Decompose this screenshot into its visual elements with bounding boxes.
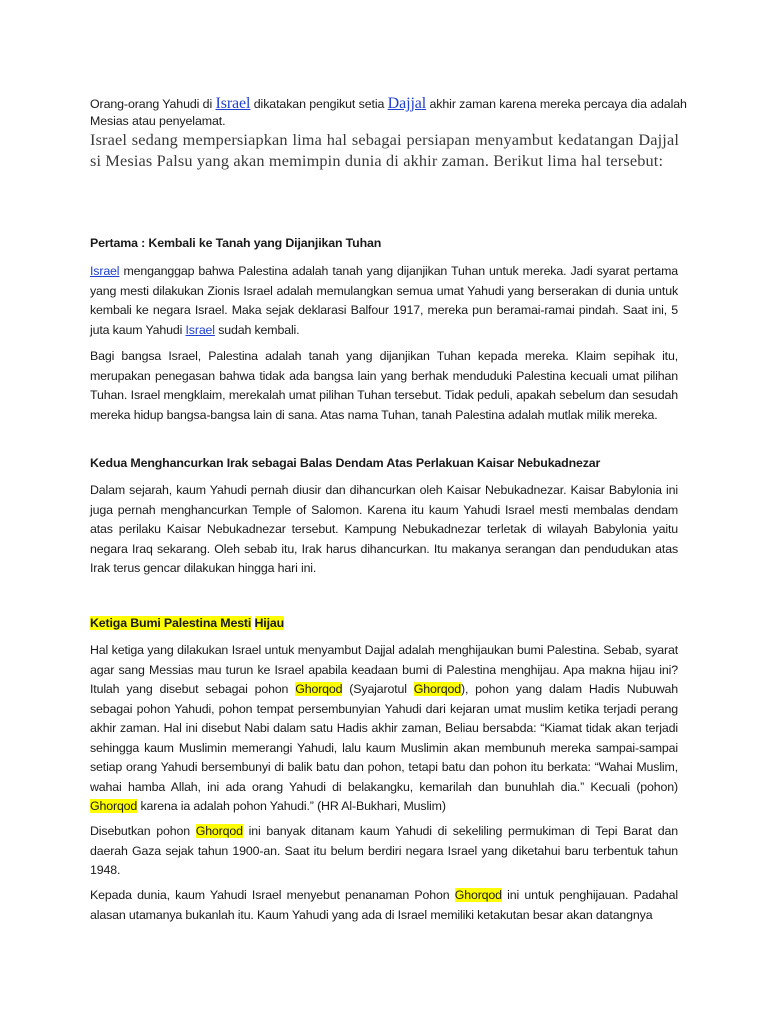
- section-1-p1-text-2: sudah kembali.: [214, 322, 300, 337]
- section-1-link-israel-1[interactable]: Israel: [90, 264, 120, 278]
- intro-text-1: Orang-orang Yahudi di: [90, 97, 216, 111]
- intro-paragraph: [90, 95, 690, 130]
- section-3-p2-text-1: Disebutkan pohon: [90, 824, 196, 838]
- section-2-heading: Kedua Menghancurkan Irak sebagai Balas Dendam Atas Perlakuan Kaisar Nebukadnezar: [90, 456, 601, 470]
- section-3-heading-wrap: [90, 616, 678, 630]
- section-1-paragraph-2: [90, 347, 678, 425]
- section-3-heading-space: [251, 616, 254, 630]
- section-3-p1-text-4: karena ia adalah pohon Yahudi.” (HR Al-Bukhari, Muslim): [137, 799, 446, 813]
- section-3-p3-text-2: ini untuk penghijauan. Padahal alasan utamanya bukanlah itu. Kaum Yahudi yang ada di Israel memiliki ketakutan besar akan datangnya: [90, 888, 678, 922]
- section-3-p2-highlight-1: Ghorqod: [195, 824, 243, 838]
- section-3-p1-highlight-3: Ghorqod: [90, 799, 138, 813]
- intro-text-2: dikatakan pengikut setia: [250, 97, 388, 111]
- section-3-p1-highlight-2: Ghorqod: [413, 682, 461, 696]
- section-3-heading-part-b: Hijau: [254, 616, 285, 630]
- section-3-p3-highlight-1: Ghorqod: [454, 888, 502, 902]
- section-3-p1-text-2: (Syajarotul: [342, 682, 414, 696]
- section-1-heading-wrap: [90, 236, 678, 250]
- section-3-p3-text-1: Kepada dunia, kaum Yahudi Israel menyebut penanaman Pohon: [90, 888, 455, 902]
- lead-paragraph: Israel sedang mempersiapkan lima hal sebagai persiapan menyambut kedatangan Dajjal si Mesias Palsu yang akan memimpin dunia di akhir zaman. Berikut lima hal tersebut:: [90, 130, 679, 170]
- section-3-heading-part-a: Ketiga Bumi Palestina Mesti: [90, 616, 252, 630]
- section-2-paragraph-1: [90, 481, 678, 579]
- section-1-p1-text-1: menganggap bahwa Palestina adalah tanah yang dijanjikan Tuhan untuk mereka. Jadi syarat pertama yang mesti dilakukan Zionis Israel adalah memulangkan semua umat Yahudi yang berserakan di dunia untuk kembali ke negara Israel. Maka sejak deklarasi Balfour 1917, mereka pun beramai-ramai pindah. Saat ini, 5 juta kaum Yahudi: [90, 264, 678, 337]
- intro-text-3: akhir zaman karena mereka percaya dia adalah Mesias atau penyelamat.: [90, 97, 687, 128]
- section-1-link-israel-2[interactable]: Israel: [185, 322, 215, 337]
- section-3-heading: [90, 616, 678, 630]
- section-1-paragraph-1: [90, 262, 678, 340]
- intro-link-israel[interactable]: Israel: [215, 95, 251, 112]
- section-3-paragraph-1: [90, 641, 678, 817]
- section-2-heading-wrap: [90, 456, 678, 470]
- section-3-p1-highlight-1: Ghorqod: [295, 682, 343, 696]
- section-2-p1-text: Dalam sejarah, kaum Yahudi pernah diusir dan dihancurkan oleh Kaisar Nebukadnezar. Kaisar Babylonia ini juga pernah menghancurkan Temple of Salomon. Karena itu kaum Yahudi Israel mesti membalas dendam atas perilaku Kaisar Nebukadnezar tersebut. Kampung Nebukadnezar terletak di wilayah Babylonia yaitu negara Iraq sekarang. Oleh sebab itu, Irak harus dihancurkan. Itu makanya serangan dan pendudukan atas Irak terus gencar dilakukan hingga hari ini.: [90, 483, 678, 575]
- section-3-paragraph-2: [90, 822, 678, 881]
- section-3-paragraph-3: [90, 886, 678, 925]
- section-1-p2-text: Bagi bangsa Israel, Palestina adalah tanah yang dijanjikan Tuhan kepada mereka. Klaim sepihak itu, merupakan penegasan bahwa tidak ada bangsa lain yang berhak menduduki Palestina kecuali umat pilihan Tuhan. Israel mengklaim, merekalah umat pilihan Tuhan tersebut. Tidak peduli, apakah sebelum dan sesudah mereka hidup bangsa-bangsa lain di sana. Atas nama Tuhan, tanah Palestina adalah mutlak milik mereka.: [90, 349, 678, 422]
- section-1-heading: Pertama : Kembali ke Tanah yang Dijanjikan Tuhan: [90, 236, 382, 250]
- section-3-p2-text-2: ini banyak ditanam kaum Yahudi di sekeliling permukiman di Tepi Barat dan daerah Gaza sejak tahun 1900-an. Saat itu belum berdiri negara Israel yang diketahui baru terbentuk tahun 1948.: [90, 824, 678, 877]
- section-3-p1-text-3: ), pohon yang dalam Hadis Nubuwah sebagai pohon Yahudi, pohon tempat persembunyian Yahudi dari kejaran umat muslim ketika terjadi perang akhir zaman. Hal ini disebut Nabi dalam satu Hadis akhir zaman, Beliau bersabda: “Kiamat tidak akan terjadi sehingga kaum Muslimin memerangi Yahudi, lalu kaum Muslimin akan membunuh mereka sampai-sampai setiap orang Yahudi bersembunyi di balik batu dan pohon, tetapi batu dan pohon itu berkata: “Wahai Muslim, wahai hamba Allah, ini ada orang Yahudi di belakangku, kemarilah dan bunuhlah dia.” Kecuali (pohon): [90, 682, 679, 794]
- section-3-p1-text-1: Hal ketiga yang dilakukan Israel untuk menyambut Dajjal adalah menghijaukan bumi Palestina. Sebab, syarat agar sang Messias mau turun ke Israel apabila keadaan bumi di Palestina menghijau. Apa makna hijau ini? Itulah yang disebut sebagai pohon: [90, 643, 678, 696]
- intro-link-dajjal[interactable]: Dajjal: [387, 95, 427, 112]
